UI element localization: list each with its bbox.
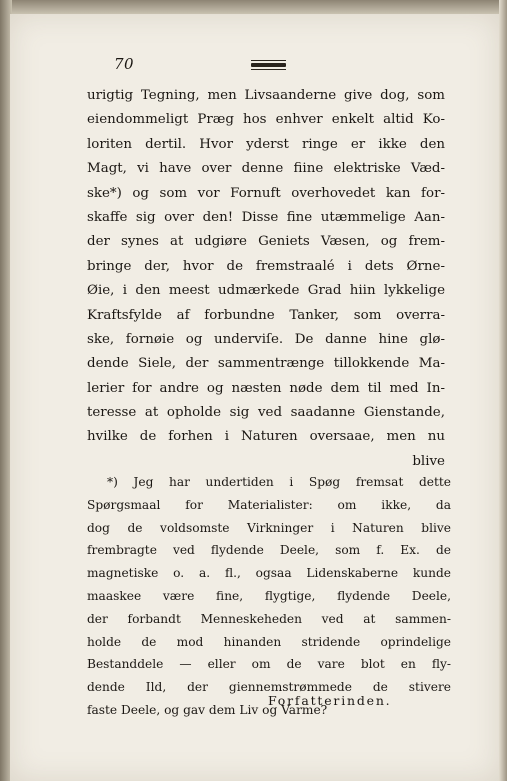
footnote-line: dog de voldsomste Virkninger i Naturen blive bbox=[87, 520, 451, 535]
footnote-line: Spørgsmaal for Materialister: om ikke, da bbox=[87, 497, 451, 512]
body-line: der synes at udgiøre Geniets Væsen, og frem- bbox=[87, 234, 445, 250]
body-line: hvilke de forhen i Naturen oversaae, men nu bbox=[87, 429, 445, 445]
body-line: skaffe sig over den! Disse fine utæmmelige Aan- bbox=[87, 209, 445, 225]
body-line: lerier for andre og næsten nøde dem til med In- bbox=[87, 380, 445, 396]
body-line: bringe der, hvor de fremstraalé i dets Ørne- bbox=[87, 258, 445, 274]
header-ornament bbox=[251, 63, 286, 67]
footnote-line: maaskee være fine, flygtige, flydende Deele, bbox=[87, 588, 451, 603]
footnote-line: magnetiske o. a. fl., ogsaa Lidenskaberne kunde bbox=[87, 566, 451, 581]
footnote-line: Bestanddele — eller om de vare blot en fly- bbox=[87, 657, 451, 672]
page-stack-top-edge bbox=[0, 0, 507, 14]
body-line: loriten dertil. Hvor yderst ringe er ikke den bbox=[87, 136, 445, 152]
page-number: 70 bbox=[114, 55, 135, 73]
footnote bbox=[87, 471, 451, 722]
body-line: eiendommeligt Præg hos enhver enkelt altid Ko- bbox=[87, 112, 445, 128]
body-line: Kraftsfylde af forbundne Tanker, som overra- bbox=[87, 307, 445, 323]
body-line: Øie, i den meest udmærkede Grad hiin lykkelige bbox=[87, 283, 445, 299]
body-line: urigtig Tegning, men Livsaanderne give dog, som bbox=[87, 88, 445, 103]
footnote-line: faste Deele, og gav dem Liv og Varme? bbox=[87, 702, 328, 717]
page-stack-right-edge bbox=[499, 0, 507, 781]
catchword: blive bbox=[412, 453, 445, 469]
author-signature: Forfatterinden. bbox=[268, 693, 392, 708]
footnote-line: frembragte ved flydende Deele, som f. Ex. de bbox=[87, 543, 451, 558]
body-line: ske, fornøie og underviſe. De danne hine glø- bbox=[87, 331, 445, 347]
footnote-line: *) Jeg har undertiden i Spøg fremsat dette bbox=[107, 475, 451, 489]
body-line: dende Siele, der sammentrænge tillokkende Ma- bbox=[87, 356, 445, 372]
footnote-line: der forbandt Menneskeheden ved at sammen- bbox=[87, 611, 451, 626]
body-line: ske*) og som vor Fornuft overhovedet kan for- bbox=[87, 185, 445, 201]
body-text bbox=[87, 84, 445, 474]
footnote-line: dende Ild, der giennemstrømmede de stivere bbox=[87, 680, 451, 695]
footnote-line: holde de mod hinanden stridende oprindelige bbox=[87, 634, 451, 649]
body-line: Magt, vi have over denne fiine elektriske Væd- bbox=[87, 161, 445, 177]
body-line: teresse at opholde sig ved saadanne Gienstande, bbox=[87, 405, 445, 421]
